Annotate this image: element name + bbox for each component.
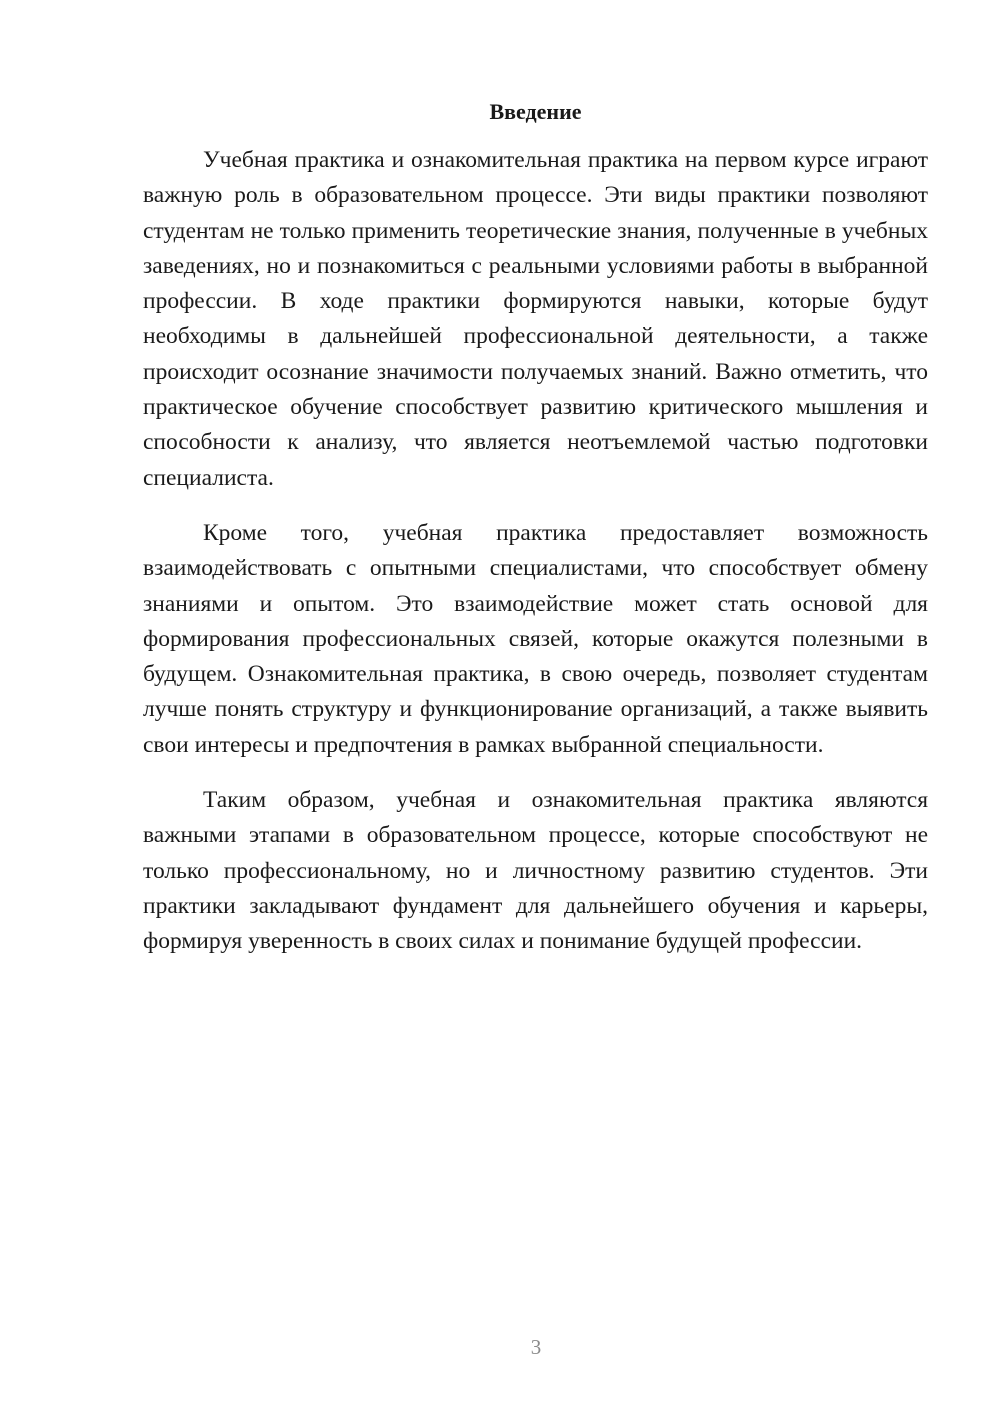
section-heading: Введение [489, 99, 582, 124]
paragraph-1: Учебная практика и ознакомительная практика на первом курсе играют важную роль в образовательном процессе. Эти виды практики позволяют студентам не только применить теоретические знания, полученные в учебных заведениях, но и познакомиться с реальными условиями работы в выбранной профессии. В ходе практики формируются навыки, которые будут необходимы в дальнейшей профессиональной деятельности, а также происходит осознание значимости получаемых знаний. Важно отметить, что практическое обучение способствует развитию критического мышления и способности к анализу, что является неотъемлемой частью подготовки специалиста. [143, 147, 928, 491]
paragraph-3: Таким образом, учебная и ознакомительная практика являются важными этапами в образовательном процессе, которые способствуют не только профессиональному, но и личностному развитию студентов. Эти практики закладывают фундамент для дальнейшего обучения и карьеры, формируя уверенность в своих силах и понимание будущей профессии. [143, 787, 928, 955]
body-text [143, 143, 928, 980]
page-number: 3 [530, 1335, 542, 1359]
paragraph-2: Кроме того, учебная практика предоставляет возможность взаимодействовать с опытными специалистами, что способствует обмену знаниями и опытом. Это взаимодействие может стать основой для формирования профессиональных связей, которые окажутся полезными в будущем. Ознакомительная практика, в свою очередь, позволяет студентам лучше понять структуру и функционирование организаций, а также выявить свои интересы и предпочтения в рамках выбранной специальности. [143, 519, 928, 758]
